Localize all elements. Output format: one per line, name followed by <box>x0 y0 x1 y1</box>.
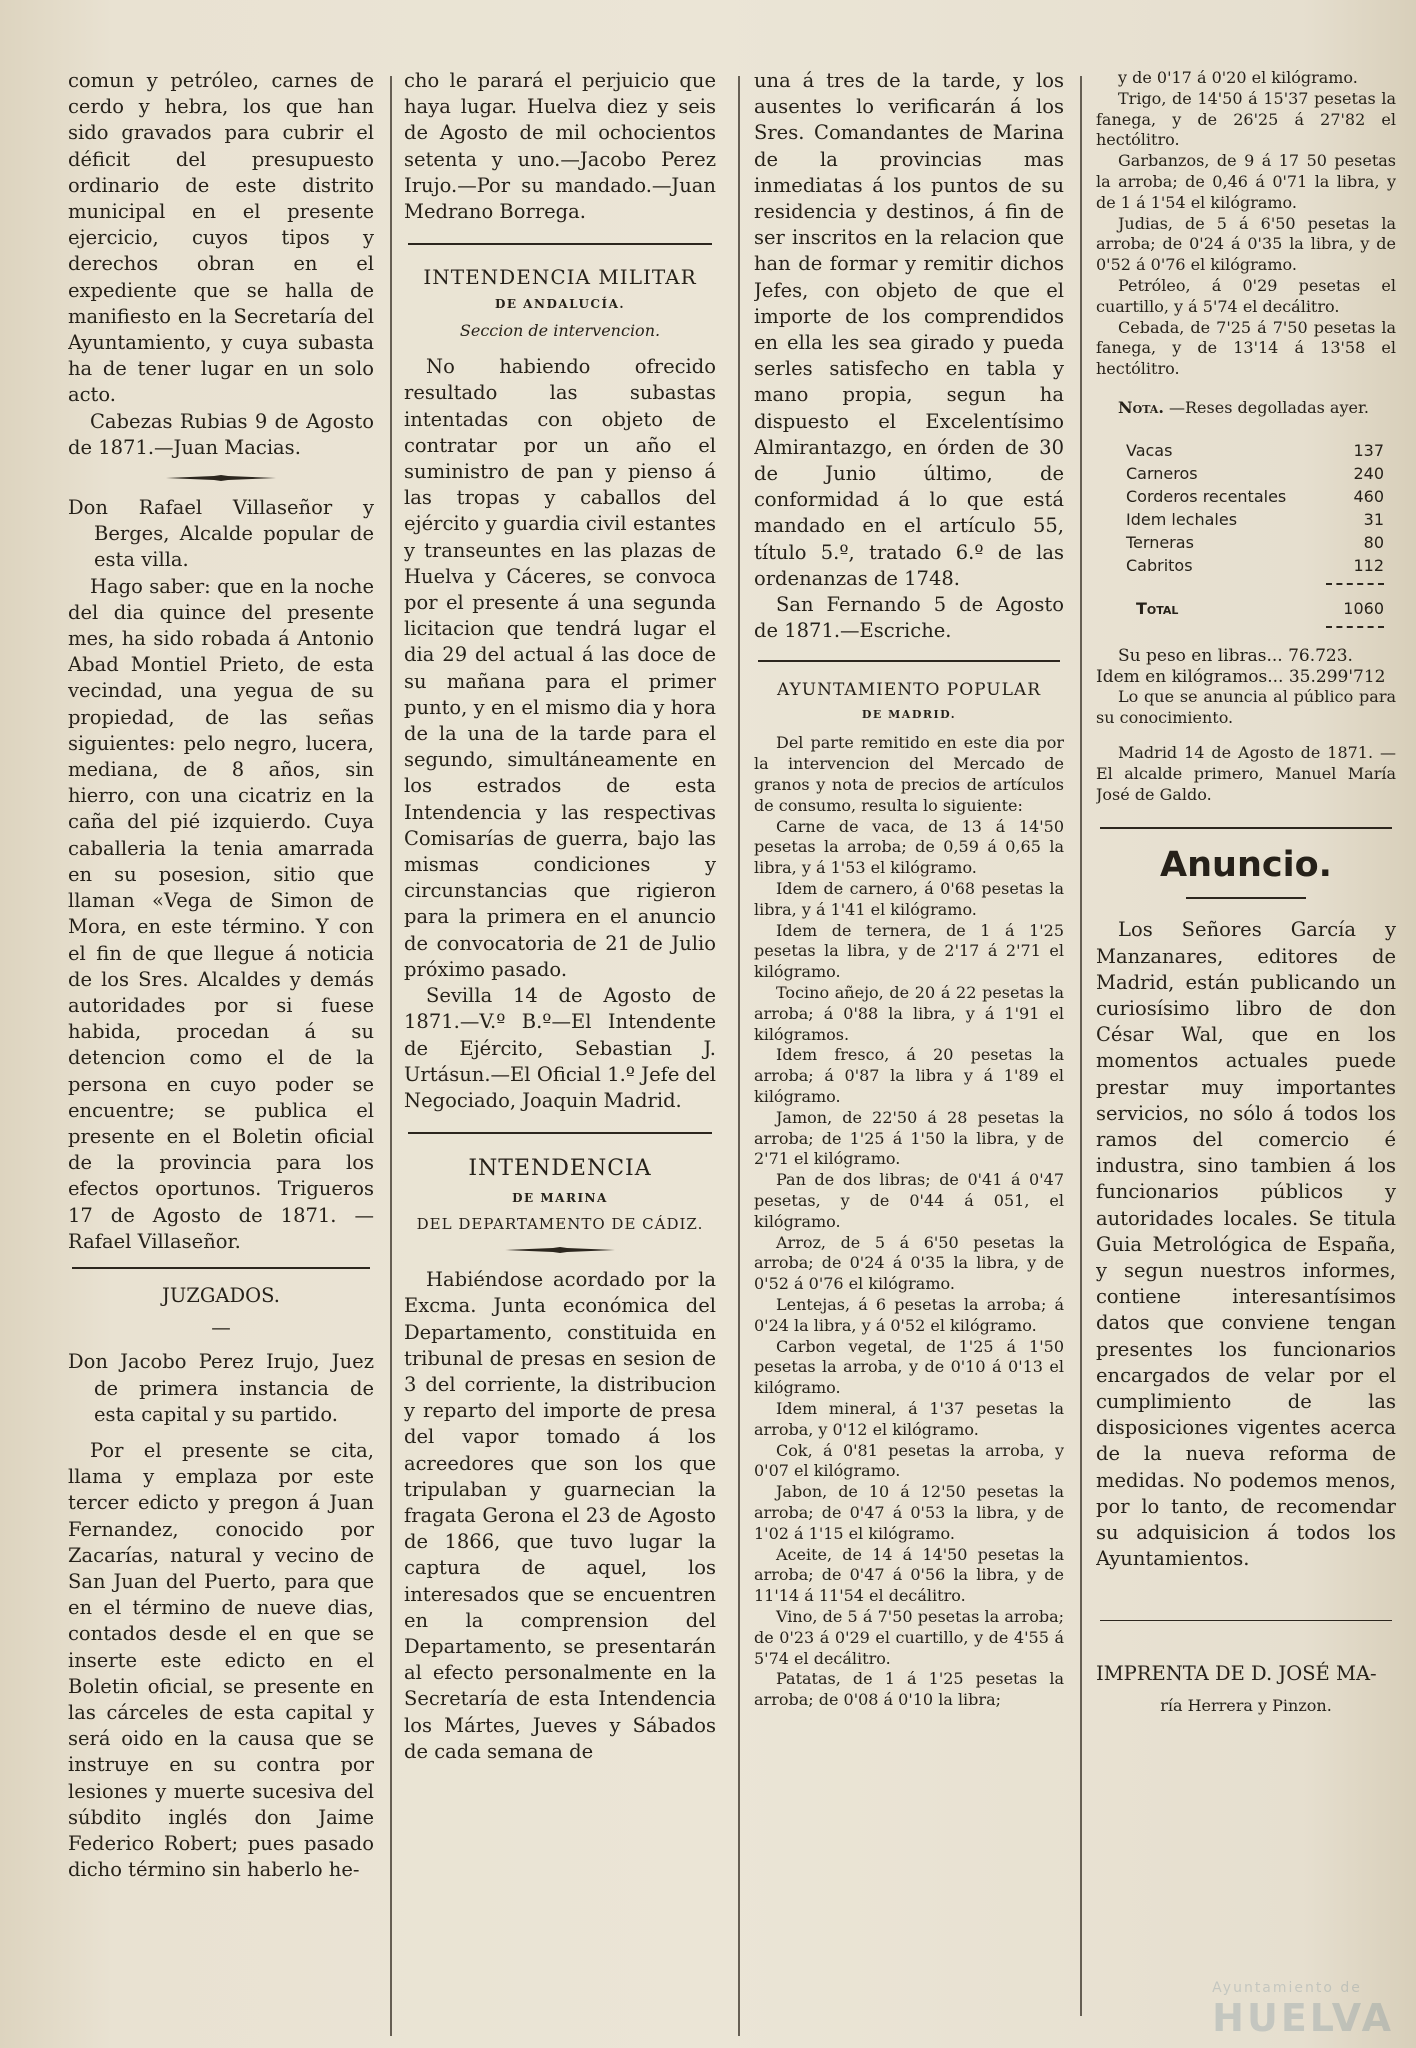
livestock-label: Carneros <box>1126 463 1198 483</box>
text-block: Hago saber: que en la noche del dia quince del presente mes, ha sido robada á Antonio Abad Montiel Prieto, de esta vecindad, una yegua de su propiedad, de las señas siguientes: pelo negro, lucera, mediana, de 8 años, sin hierro, con una cicatriz en la caña del pié izquierdo. Cuya caballeria la tenia amarrada en su posesion, sitio que llaman «Vega de Simon de Mora, en este término. Y con el fin de que llegue á noticia de los Sres. Alcaldes y demás autoridades por si fuese habida, procedan á su detencion como el de la persona en cuyo poder se encuentre; se publica el presente en el Boletin oficial de la provincia para los efectos oportunos. Trigueros 17 de Agosto de 1871. —Rafael Villaseñor. <box>68 574 374 1253</box>
livestock-row <box>1126 508 1384 531</box>
column-2 <box>404 68 716 1765</box>
column-4 <box>1096 68 1396 1716</box>
section-subtitle: DE MADRID. <box>861 708 957 722</box>
column-1 <box>68 68 374 1883</box>
livestock-label: Cabritos <box>1126 555 1193 575</box>
section-title: INTENDENCIA MILITAR <box>423 265 697 290</box>
price-item: Petróleo, á 0'29 pesetas el cuartillo, y á 5'74 el decálitro. <box>1096 275 1396 316</box>
price-item: Aceite, de 14 á 14'50 pesetas la arroba; de 0'47 á 0'56 la libra, y de 11'14 á 11'54 el decálitro. <box>754 1544 1064 1606</box>
total-rule <box>1326 626 1384 628</box>
nota-line <box>1096 398 1396 419</box>
dash-divider: — <box>211 1316 231 1340</box>
price-item: Idem de carnero, á 0'68 pesetas la libra, y á 1'41 el kilógramo. <box>754 879 1064 919</box>
library-watermark <box>1212 1980 1394 2040</box>
section-subtitle: DEL DEPARTAMENTO DE CÁDIZ. <box>416 1215 704 1234</box>
ornament-rule <box>166 475 276 481</box>
price-item: Trigo, de 14'50 á 15'37 pesetas la fanega, y de 26'25 á 27'82 el hectólitro. <box>1096 88 1396 150</box>
text-block: Cabezas Rubias 9 de Agosto de 1871.—Juan Macias. <box>68 409 374 459</box>
section-divider <box>408 243 712 245</box>
livestock-label: Corderos recentales <box>1126 486 1287 506</box>
livestock-count: 31 <box>1363 509 1384 529</box>
total-rule <box>1326 583 1384 585</box>
edict-heading: Don Jacobo Perez Irujo, Juez de primera instancia de esta capital y su partido. <box>68 1350 374 1426</box>
text-block: comun y petróleo, carnes de cerdo y hebra, los que han sido gravados para cubrir el déficit del presupuesto ordinario de este distrito municipal en el presente ejercicio, cuyos tipos y derechos obran en el expediente que se halla de manifiesto en la Secretaría del Ayuntamiento, y cuya subasta ha de tener lugar en un solo acto. <box>68 69 374 407</box>
weight-line: Su peso en libras... 76.723. <box>1118 645 1353 666</box>
section-divider <box>72 1267 370 1269</box>
text-block: cho le parará el perjuicio que haya lugar. Huelva diez y seis de Agosto de mil ochocientos setenta y uno.—Jacobo Perez Irujo.—Por su mandado.—Juan Medrano Borrega. <box>404 69 716 224</box>
livestock-count: 137 <box>1353 440 1384 460</box>
total-label: Total <box>1136 598 1179 618</box>
price-item: Pan de dos libras; de 0'41 á 0'47 pesetas, y de 0'44 á 051, el kilógramo. <box>754 1170 1064 1231</box>
price-item: Lentejas, á 6 pesetas la arroba; á 0'24 la libra, y á 0'52 el kilógramo. <box>754 1294 1064 1335</box>
column-rule <box>1080 76 1082 2016</box>
text-block: San Fernando 5 de Agosto de 1871.—Escriche. <box>754 593 1064 643</box>
section-subtitle: DE MARINA <box>512 1191 608 1206</box>
livestock-table <box>1126 439 1384 577</box>
section-title: Anuncio. <box>1160 845 1332 886</box>
section-subtitle: Seccion de intervencion. <box>459 321 661 341</box>
weight-line: Idem en kilógramos... 35.299'712 <box>1096 666 1386 687</box>
price-item: Carbon vegetal, de 1'25 á 1'50 pesetas la arroba, y de 0'10 á 0'13 el kilógramo. <box>754 1336 1064 1398</box>
price-item: Patatas, de 1 á 1'25 pesetas la arroba; de 0'08 á 0'10 la libra; <box>754 1669 1064 1710</box>
ornament-rule <box>505 1247 615 1253</box>
text-block: Del parte remitido en este dia por la intervencion del Mercado de granos y nota de precios de artículos de consumo, resulta lo siguiente: <box>754 733 1064 815</box>
section-divider <box>1186 897 1306 899</box>
livestock-label: Terneras <box>1126 532 1194 552</box>
price-item: Arroz, de 5 á 6'50 pesetas la arroba; de 0'24 á 0'35 la libra, y de 0'52 á 0'76 el kilógramo. <box>754 1232 1064 1294</box>
nota-text: —Reses degolladas ayer. <box>1169 397 1369 417</box>
text-block: Madrid 14 de Agosto de 1871. —El alcalde primero, Manuel María José de Galdo. <box>1096 742 1396 804</box>
text-block: Lo que se anuncia al público para su conocimiento. <box>1096 687 1396 728</box>
section-title: JUZGADOS. <box>162 1283 280 1307</box>
livestock-row <box>1126 462 1384 485</box>
price-list <box>754 817 1064 1711</box>
livestock-row <box>1126 439 1384 462</box>
text-block: No habiendo ofrecido resultado las subastas intentadas con objeto de contratar por un año el suministro de pan y pienso á las tropas y caballos del ejército y guardia civil estantes y transeuntes en las plazas de Huelva y Cáceres, se convoca por el presente á una segunda licitacion que tendrá lugar el dia 29 del actual á las doce de su mañana para el primer punto, y en el mismo dia y hora de la una de la tarde para el segundo, simultáneamente en los estrados de esta Intendencia y las respectivas Comisarías de guerra, bajo las mismas condiciones y circunstancias que rigieron para la primera en el anuncio de convocatoria de 21 de Julio próximo pasado. <box>404 355 716 981</box>
imprint: IMPRENTA DE D. JOSÉ MA- <box>1096 1662 1377 1686</box>
livestock-count: 112 <box>1353 555 1384 575</box>
price-item: Tocino añejo, de 20 á 22 pesetas la arroba; á 0'88 la libra, y á 1'91 el kilógramos. <box>754 983 1064 1044</box>
price-item: Cok, á 0'81 pesetas la arroba, y 0'07 el kilógramo. <box>754 1440 1064 1481</box>
livestock-count: 460 <box>1353 486 1384 506</box>
text-block: Los Señores García y Manzanares, editores de Madrid, están publicando un curiosísimo libro de don César Wal, que en los momentos actuales puede prestar muy importantes servicios, no sólo á todos los ramos del comercio é industra, sino tambien á los funcionarios públicos y autoridades locales. Se titula Guia Metrológica de España, y segun nuestros informes, contiene interesantísimos datos que conviene tengan presentes los funcionarios encargados de velar por el cumplimiento de las disposiciones vigentes acerca de la nueva reforma de medidas. No podemos menos, por lo tanto, de recomendar su adquisicion á todos los Ayuntamientos. <box>1096 918 1396 1571</box>
watermark-text: HUELVA <box>1212 1996 1394 2040</box>
column-3 <box>754 68 1064 1711</box>
column-rule <box>738 76 740 2036</box>
total-row <box>1136 597 1384 620</box>
price-list <box>1096 68 1396 380</box>
section-divider <box>408 1132 712 1134</box>
total-value: 1060 <box>1343 598 1384 618</box>
livestock-count: 240 <box>1353 463 1384 483</box>
text-block: una á tres de la tarde, y los ausentes lo verificarán á los Sres. Comandantes de Marina de la provincias mas inmediatas á los puntos de su residencia y destinos, á fin de ser inscritos en la relacion que han de formar y remitir dichos Jefes, con objeto de que el importe de los comprendidos en ella les sea girado y pueda serles satisfecho en tabla y mano propia, segun ha dispuesto el Excelentísimo Almirantazgo, en órden de 30 de Junio último, de conformidad á lo que está mandado en el artículo 55, título 5.º, tratado 6.º de las ordenanzas de 1748. <box>754 69 1064 590</box>
column-rule <box>390 76 392 2036</box>
price-item: Idem fresco, á 20 pesetas la arroba; á 0'87 la libra y á 1'89 el kilógramo. <box>754 1045 1064 1107</box>
imprint: ría Herrera y Pinzon. <box>1160 1695 1332 1715</box>
edict-heading: Don Rafael Villaseñor y Berges, Alcalde popular de esta villa. <box>68 496 374 572</box>
section-title: INTENDENCIA <box>468 1156 652 1182</box>
price-item: Cebada, de 7'25 á 7'50 pesetas la fanega, y de 13'14 á 13'58 el hectólitro. <box>1096 317 1396 379</box>
price-item: Idem de ternera, de 1 á 1'25 pesetas la libra, y de 2'17 á 2'71 el kilógramo. <box>754 920 1064 982</box>
livestock-count: 80 <box>1363 532 1384 552</box>
price-item: Idem mineral, á 1'37 pesetas la arroba, y 0'12 el kilógramo. <box>754 1398 1064 1439</box>
price-item: y de 0'17 á 0'20 el kilógramo. <box>1118 68 1358 87</box>
livestock-row <box>1126 531 1384 554</box>
livestock-row <box>1126 485 1384 508</box>
livestock-label: Vacas <box>1126 440 1173 460</box>
text-block: Sevilla 14 de Agosto de 1871.—V.º B.º—El Intendente de Ejército, Sebastian J. Urtásun.—El Oficial 1.º Jefe del Negociado, Joaquin Madrid. <box>404 984 716 1112</box>
watermark-caption: Ayuntamiento de <box>1212 1980 1362 1996</box>
livestock-label: Idem lechales <box>1126 509 1238 529</box>
section-title: AYUNTAMIENTO POPULAR <box>777 680 1041 701</box>
section-divider <box>1100 827 1392 829</box>
section-divider <box>758 660 1060 662</box>
nota-label: Nota. <box>1118 397 1164 417</box>
price-item: Garbanzos, de 9 á 17 50 pesetas la arroba; de 0,46 á 0'71 la libra, y de 1 á 1'54 el kilógramo. <box>1096 151 1396 212</box>
price-item: Carne de vaca, de 13 á 14'50 pesetas la arroba; de 0,59 á 0,65 la libra, y á 1'53 el kilógramo. <box>754 816 1064 878</box>
livestock-row <box>1126 554 1384 577</box>
section-divider <box>1100 1620 1392 1621</box>
price-item: Vino, de 5 á 7'50 pesetas la arroba; de 0'23 á 0'29 el cuartillo, y de 4'55 á 5'74 el decálitro. <box>754 1606 1064 1668</box>
price-item: Jabon, de 10 á 12'50 pesetas la arroba; de 0'47 á 0'53 la libra, y de 1'02 á 1'15 el kilógramo. <box>754 1482 1064 1543</box>
text-block: Habiéndose acordado por la Excma. Junta económica del Departamento, constituida en tribunal de presas en sesion de 3 del corriente, la distribucion y reparto del importe de presa del vapor tomado á los acreedores que son los que tripulaban y guarnecian la fragata Gerona el 23 de Agosto de 1866, que tuvo lugar la captura de aquel, los interesados que se encuentren en la comprension del Departamento, se presentarán al efecto personalmente en la Secretaría de esta Intendencia los Mártes, Jueves y Sábados de cada semana de <box>404 1268 716 1763</box>
section-subtitle: DE ANDALUCÍA. <box>494 297 626 312</box>
price-item: Judias, de 5 á 6'50 pesetas la arroba; de 0'24 á 0'35 la libra, y de 0'52 á 0'76 el kilógramo. <box>1096 213 1396 275</box>
text-block: Por el presente se cita, llama y emplaza por este tercer edicto y pregon á Juan Fernandez, conocido por Zacarías, natural y vecino de San Juan del Puerto, para que en el término de nueve dias, contados desde el en que se inserte este edicto en el Boletin oficial, se presente en las cárceles de esta capital y será oido en la causa que se instruye en su contra por lesiones y muerte sucesiva del súbdito inglés don Jaime Federico Robert; pues pasado dicho término sin haberlo he- <box>68 1438 374 1882</box>
price-item: Jamon, de 22'50 á 28 pesetas la arroba; de 1'25 á 1'50 la libra, y de 2'71 el kilógramo. <box>754 1107 1064 1169</box>
